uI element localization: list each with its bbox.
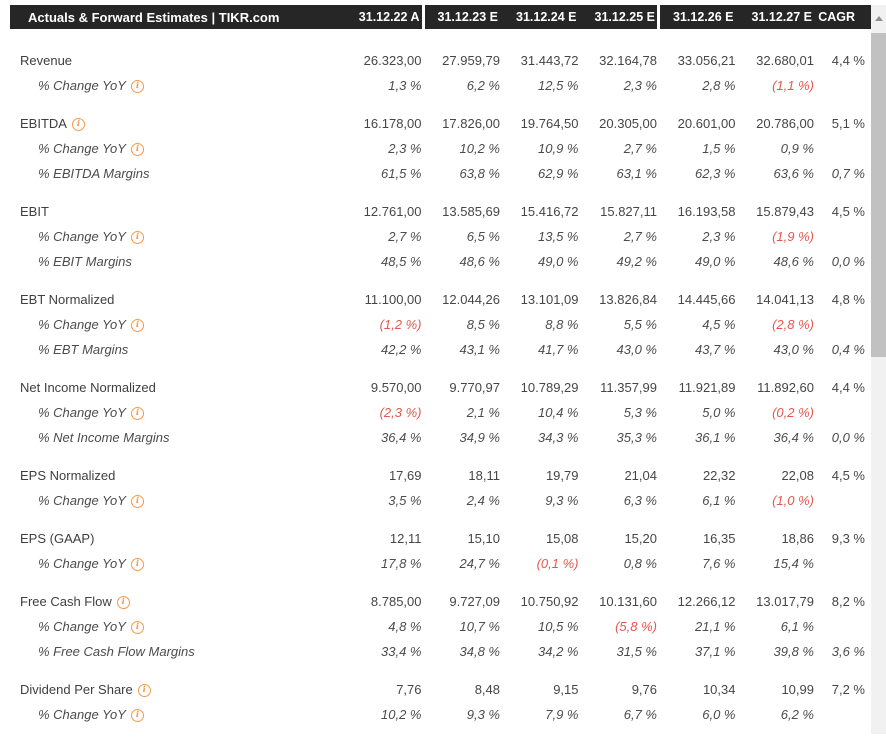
cagr-cell: 0,7 %	[831, 166, 865, 181]
row-label-cell	[0, 531, 343, 546]
row-label: % Change YoY	[38, 229, 126, 244]
table-row	[0, 488, 871, 513]
value-cell: 11.921,89	[678, 380, 736, 395]
table-row	[0, 375, 871, 400]
row-label-cell	[0, 166, 343, 181]
value-cell: 2,7 %	[623, 229, 657, 244]
value-cell: 61,5 %	[381, 166, 422, 181]
value-cell: 33,4 %	[381, 644, 422, 659]
row-label-cell	[0, 204, 343, 219]
table-row	[0, 589, 871, 614]
row-label: % Change YoY	[38, 141, 126, 156]
row-label: Revenue	[20, 53, 73, 68]
value-cell: 15,10	[467, 531, 500, 546]
column-header-date: 31.12.22 A	[358, 10, 420, 24]
metric-section	[0, 287, 871, 362]
value-cell: 8,48	[474, 682, 500, 697]
table-row	[0, 702, 871, 727]
cagr-cell: 8,2 %	[831, 594, 865, 609]
value-cell: 10,9 %	[538, 141, 579, 156]
value-cell: 12,5 %	[538, 78, 579, 93]
vertical-scrollbar[interactable]	[871, 5, 886, 734]
value-cell: 15.827,11	[600, 204, 657, 219]
value-cell: 6,0 %	[702, 707, 736, 722]
table-row	[0, 337, 871, 362]
value-cell: 6,1 %	[702, 493, 736, 508]
row-label: % Change YoY	[38, 317, 126, 332]
value-cell: 0,9 %	[780, 141, 814, 156]
value-cell: 21,04	[624, 468, 657, 483]
value-cell: 15.416,72	[520, 204, 579, 219]
value-cell: 5,0 %	[702, 405, 736, 420]
row-label: EPS Normalized	[20, 468, 116, 483]
metric-section	[0, 375, 871, 450]
row-label: % Change YoY	[38, 556, 126, 571]
value-cell: 34,2 %	[538, 644, 579, 659]
metric-section	[0, 111, 871, 186]
metric-section	[0, 463, 871, 513]
value-cell: 13.585,69	[442, 204, 500, 219]
info-icon[interactable]: i	[131, 621, 144, 634]
cagr-cell: 9,3 %	[831, 531, 865, 546]
value-cell: 9.770,97	[449, 380, 500, 395]
value-cell: 11.357,99	[600, 380, 657, 395]
value-cell: 2,1 %	[466, 405, 500, 420]
column-header-date: 31.12.25 E	[594, 10, 655, 24]
info-icon[interactable]: i	[131, 319, 144, 332]
value-cell: 17,8 %	[381, 556, 422, 571]
value-cell: 11.892,60	[757, 380, 814, 395]
value-cell: 10,4 %	[538, 405, 579, 420]
value-cell: 16.193,58	[677, 204, 736, 219]
table-row	[0, 639, 871, 664]
value-cell: 1,3 %	[388, 78, 422, 93]
value-cell: 0,8 %	[623, 556, 657, 571]
row-label-cell	[0, 254, 343, 269]
cagr-cell: 0,0 %	[831, 254, 865, 269]
value-cell: 21,1 %	[695, 619, 736, 634]
value-cell: 36,4 %	[773, 430, 814, 445]
info-icon[interactable]: i	[131, 407, 144, 420]
value-cell: 2,3 %	[623, 78, 657, 93]
value-cell: (1,0 %)	[772, 493, 814, 508]
value-cell: 48,6 %	[773, 254, 814, 269]
row-label-cell	[0, 229, 343, 244]
metric-section	[0, 48, 871, 98]
value-cell: 49,0 %	[695, 254, 736, 269]
column-header-date: 31.12.27 E	[751, 10, 812, 24]
table-row	[0, 463, 871, 488]
value-cell: 2,3 %	[702, 229, 736, 244]
value-cell: 9.570,00	[370, 380, 422, 395]
value-cell: 2,7 %	[388, 229, 422, 244]
value-cell: 19.764,50	[520, 116, 579, 131]
row-label-cell	[0, 53, 343, 68]
row-label: % Change YoY	[38, 493, 126, 508]
value-cell: 12.044,26	[442, 292, 500, 307]
cagr-cell: 4,4 %	[831, 53, 865, 68]
value-cell: 48,6 %	[459, 254, 500, 269]
column-header-date: 31.12.24 E	[516, 10, 577, 24]
row-label: % Change YoY	[38, 619, 126, 634]
info-icon[interactable]: i	[72, 118, 85, 131]
value-cell: 62,3 %	[695, 166, 736, 181]
table-row	[0, 249, 871, 274]
value-cell: 6,7 %	[623, 707, 657, 722]
row-label-cell	[0, 116, 343, 131]
value-cell: 10,2 %	[381, 707, 422, 722]
value-cell: 10.789,29	[520, 380, 579, 395]
value-cell: 1,5 %	[702, 141, 736, 156]
value-cell: 13.101,09	[520, 292, 579, 307]
value-cell: 12.266,12	[677, 594, 736, 609]
value-cell: 10.750,92	[520, 594, 579, 609]
metric-section	[0, 677, 871, 727]
table-row	[0, 526, 871, 551]
value-cell: 15.879,43	[756, 204, 814, 219]
value-cell: 20.305,00	[599, 116, 657, 131]
row-label: % EBITDA Margins	[38, 166, 150, 181]
value-cell: 26.323,00	[363, 53, 422, 68]
cagr-cell: 5,1 %	[831, 116, 865, 131]
value-cell: 7,9 %	[545, 707, 579, 722]
value-cell: 17.826,00	[442, 116, 500, 131]
value-cell: (5,8 %)	[615, 619, 657, 634]
value-cell: 5,5 %	[623, 317, 657, 332]
value-cell: 15,4 %	[773, 556, 814, 571]
value-cell: 43,7 %	[695, 342, 736, 357]
cagr-cell: 7,2 %	[831, 682, 865, 697]
row-label: EBIT	[20, 204, 49, 219]
row-label: Net Income Normalized	[20, 380, 156, 395]
value-cell: 43,0 %	[616, 342, 657, 357]
row-label: EBT Normalized	[20, 292, 115, 307]
table-row	[0, 199, 871, 224]
value-cell: 11.100,00	[364, 292, 422, 307]
value-cell: 9,76	[631, 682, 657, 697]
value-cell: 6,3 %	[623, 493, 657, 508]
table-row	[0, 111, 871, 136]
value-cell: 33.056,21	[677, 53, 736, 68]
row-label: % EBIT Margins	[38, 254, 132, 269]
value-cell: 63,1 %	[616, 166, 657, 181]
financial-table	[0, 29, 871, 740]
value-cell: 10,7 %	[459, 619, 500, 634]
table-row	[0, 287, 871, 312]
value-cell: 39,8 %	[773, 644, 814, 659]
value-cell: 24,7 %	[459, 556, 500, 571]
table-title: Actuals & Forward Estimates | TIKR.com	[28, 9, 280, 25]
cagr-cell: 0,4 %	[831, 342, 865, 357]
value-cell: 10,2 %	[459, 141, 500, 156]
value-cell: 43,1 %	[459, 342, 500, 357]
info-icon[interactable]: i	[131, 709, 144, 722]
value-cell: 10.131,60	[599, 594, 657, 609]
value-cell: 48,5 %	[381, 254, 422, 269]
value-cell: 49,0 %	[538, 254, 579, 269]
value-cell: 13.826,84	[599, 292, 657, 307]
table-row	[0, 48, 871, 73]
cagr-cell: 4,5 %	[831, 204, 865, 219]
value-cell: 16.178,00	[363, 116, 422, 131]
scroll-up-button[interactable]	[871, 5, 886, 31]
value-cell: (0,2 %)	[772, 405, 814, 420]
row-label-cell	[0, 292, 343, 307]
info-icon[interactable]: i	[131, 143, 144, 156]
value-cell: (2,3 %)	[379, 405, 422, 420]
row-label: % Change YoY	[38, 78, 126, 93]
table-row	[0, 161, 871, 186]
row-label: % Change YoY	[38, 707, 126, 722]
table-row	[0, 551, 871, 576]
value-cell: 20.601,00	[677, 116, 736, 131]
value-cell: 41,7 %	[538, 342, 579, 357]
table-row	[0, 312, 871, 337]
value-cell: 18,11	[468, 468, 500, 483]
value-cell: 63,6 %	[773, 166, 814, 181]
row-label: Dividend Per Share	[20, 682, 133, 697]
info-icon[interactable]: i	[138, 684, 151, 697]
metric-section	[0, 526, 871, 576]
row-label: Free Cash Flow	[20, 594, 112, 609]
value-cell: (1,2 %)	[379, 317, 422, 332]
value-cell: 9.727,09	[449, 594, 500, 609]
value-cell: 19,79	[545, 468, 579, 483]
row-label-cell	[0, 380, 343, 395]
value-cell: 14.041,13	[756, 292, 814, 307]
row-label-cell	[0, 342, 343, 357]
value-cell: 14.445,66	[677, 292, 736, 307]
value-cell: 6,1 %	[780, 619, 814, 634]
cagr-cell: 4,4 %	[831, 380, 865, 395]
table-row	[0, 73, 871, 98]
column-header-date: 31.12.23 E	[422, 5, 501, 29]
value-cell: 9,3 %	[545, 493, 579, 508]
value-cell: 7,6 %	[702, 556, 736, 571]
info-icon[interactable]: i	[131, 495, 144, 508]
row-label-cell	[0, 405, 343, 420]
table-row	[0, 677, 871, 702]
value-cell: 6,5 %	[466, 229, 500, 244]
row-label-cell	[0, 141, 343, 156]
value-cell: 32.680,01	[756, 53, 814, 68]
value-cell: 2,7 %	[623, 141, 657, 156]
cagr-cell: 0,0 %	[831, 430, 865, 445]
cagr-cell: 4,5 %	[831, 468, 865, 483]
value-cell: 10,34	[702, 682, 736, 697]
row-label-cell	[0, 644, 343, 659]
up-triangle-icon	[875, 16, 883, 21]
cagr-cell: 4,8 %	[831, 292, 865, 307]
row-label: % EBT Margins	[38, 342, 129, 357]
value-cell: 2,4 %	[466, 493, 500, 508]
scrollbar-thumb[interactable]	[871, 33, 886, 357]
row-label-cell	[0, 594, 343, 609]
value-cell: 3,5 %	[388, 493, 422, 508]
value-cell: (1,9 %)	[772, 229, 814, 244]
row-label-cell	[0, 707, 343, 722]
row-label-cell	[0, 468, 343, 483]
value-cell: 18,86	[781, 531, 814, 546]
info-icon[interactable]: i	[131, 558, 144, 571]
value-cell: 10,5 %	[538, 619, 579, 634]
value-cell: 12,11	[389, 531, 422, 546]
table-header-bar	[10, 5, 871, 29]
value-cell: 22,08	[781, 468, 814, 483]
row-label: EPS (GAAP)	[20, 531, 95, 546]
value-cell: (1,1 %)	[772, 78, 814, 93]
value-cell: 34,3 %	[538, 430, 579, 445]
value-cell: 15,08	[545, 531, 579, 546]
value-cell: 4,8 %	[388, 619, 422, 634]
column-header-date: 31.12.26 E	[657, 5, 736, 29]
value-cell: 20.786,00	[756, 116, 814, 131]
value-cell: 13,5 %	[538, 229, 579, 244]
value-cell: 35,3 %	[616, 430, 657, 445]
row-label-cell	[0, 78, 343, 93]
value-cell: 31.443,72	[520, 53, 579, 68]
value-cell: 63,8 %	[459, 166, 500, 181]
row-label: EBITDA	[20, 116, 67, 131]
row-label-cell	[0, 430, 343, 445]
info-icon[interactable]: i	[131, 80, 144, 93]
value-cell: 5,3 %	[623, 405, 657, 420]
value-cell: 10,99	[781, 682, 814, 697]
value-cell: 13.017,79	[756, 594, 814, 609]
value-cell: 7,76	[396, 682, 422, 697]
value-cell: 49,2 %	[616, 254, 657, 269]
row-label: % Free Cash Flow Margins	[38, 644, 195, 659]
table-row	[0, 136, 871, 161]
value-cell: (2,8 %)	[772, 317, 814, 332]
value-cell: 8,5 %	[466, 317, 500, 332]
metric-section	[0, 589, 871, 664]
column-header-cagr: CAGR	[818, 10, 855, 24]
info-icon[interactable]: i	[117, 596, 130, 609]
value-cell: 34,9 %	[459, 430, 500, 445]
value-cell: 6,2 %	[780, 707, 814, 722]
table-row	[0, 224, 871, 249]
row-label: % Net Income Margins	[38, 430, 170, 445]
table-row	[0, 425, 871, 450]
value-cell: 6,2 %	[466, 78, 500, 93]
value-cell: 36,1 %	[695, 430, 736, 445]
value-cell: 4,5 %	[702, 317, 736, 332]
row-label-cell	[0, 556, 343, 571]
value-cell: 17,69	[388, 468, 422, 483]
value-cell: 12.761,00	[363, 204, 422, 219]
table-row	[0, 614, 871, 639]
row-label-cell	[0, 493, 343, 508]
value-cell: 42,2 %	[381, 342, 422, 357]
value-cell: 31,5 %	[616, 644, 657, 659]
value-cell: 2,8 %	[702, 78, 736, 93]
value-cell: 34,8 %	[459, 644, 500, 659]
value-cell: 27.959,79	[442, 53, 500, 68]
row-label-cell	[0, 619, 343, 634]
metric-section	[0, 199, 871, 274]
row-label-cell	[0, 682, 343, 697]
row-label: % Change YoY	[38, 405, 126, 420]
table-row	[0, 400, 871, 425]
value-cell: 37,1 %	[695, 644, 736, 659]
value-cell: 15,20	[624, 531, 657, 546]
value-cell: 16,35	[702, 531, 736, 546]
value-cell: 22,32	[702, 468, 736, 483]
value-cell: 8.785,00	[370, 594, 422, 609]
value-cell: (0,1 %)	[536, 556, 579, 571]
value-cell: 62,9 %	[538, 166, 579, 181]
value-cell: 36,4 %	[381, 430, 422, 445]
value-cell: 8,8 %	[545, 317, 579, 332]
row-label-cell	[0, 317, 343, 332]
cagr-cell: 3,6 %	[831, 644, 865, 659]
value-cell: 9,3 %	[466, 707, 500, 722]
value-cell: 43,0 %	[773, 342, 814, 357]
info-icon[interactable]: i	[131, 231, 144, 244]
value-cell: 2,3 %	[388, 141, 422, 156]
value-cell: 32.164,78	[599, 53, 657, 68]
value-cell: 9,15	[553, 682, 579, 697]
